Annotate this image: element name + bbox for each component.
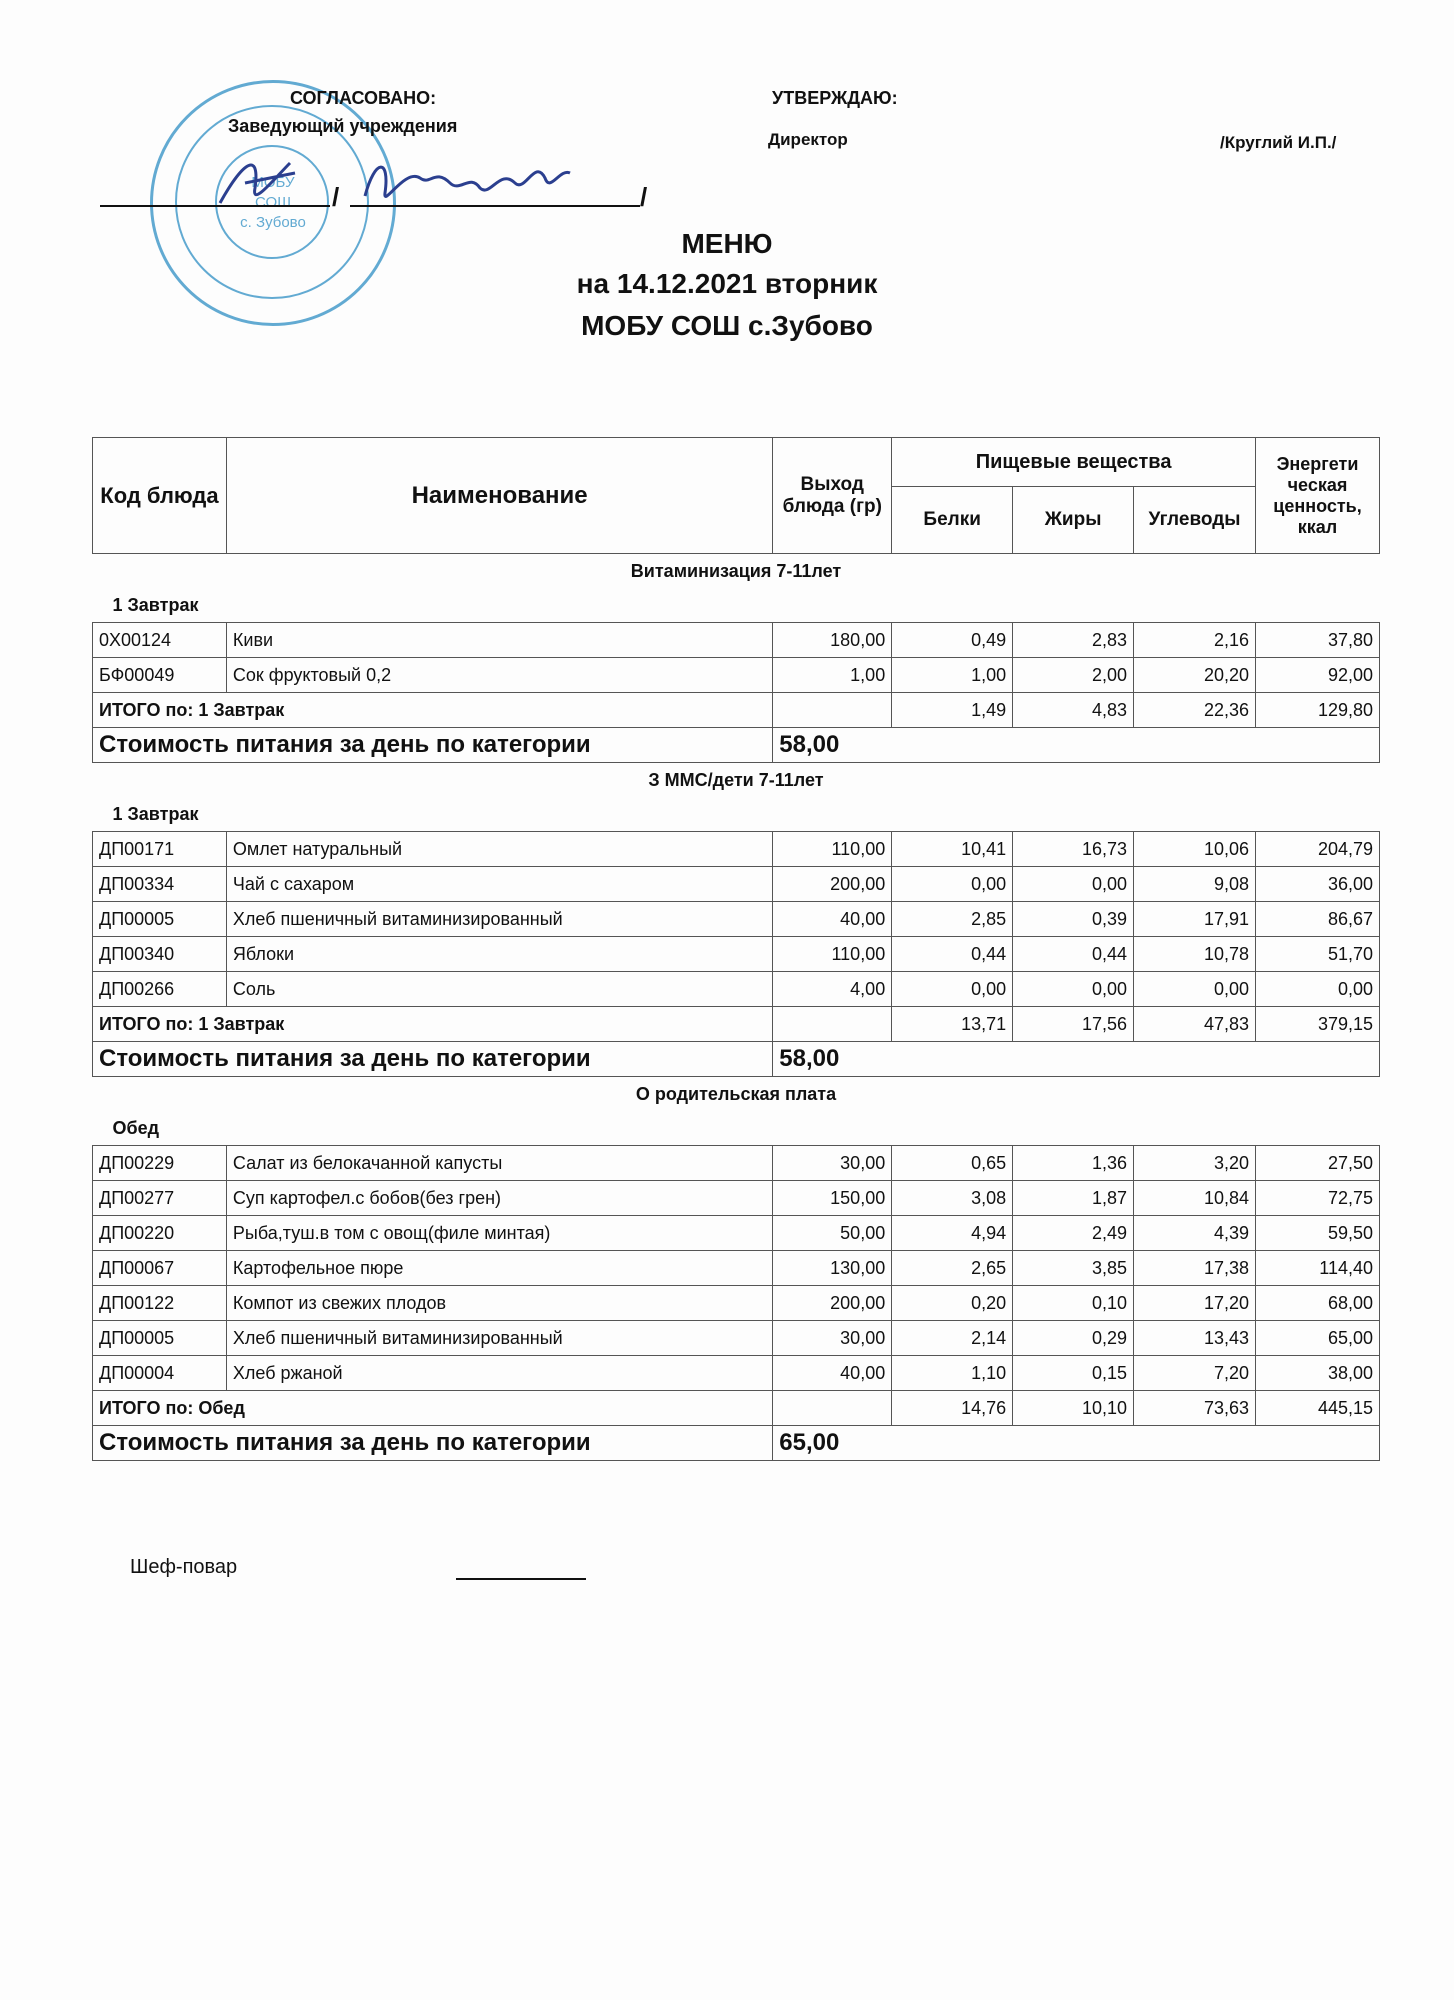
meal-title-row	[93, 1111, 1380, 1146]
header-carbs: Углеводы	[1134, 487, 1256, 554]
dish-fats: 2,49	[1013, 1216, 1134, 1251]
cost-value: 65,00	[773, 1426, 1380, 1461]
dish-fats: 1,87	[1013, 1181, 1134, 1216]
dish-carbs: 17,20	[1134, 1286, 1256, 1321]
dish-yield: 130,00	[773, 1251, 892, 1286]
table-row	[93, 1146, 1380, 1181]
total-label: ИТОГО по: 1 Завтрак	[93, 1007, 773, 1042]
table-row	[93, 658, 1380, 693]
dish-proteins: 0,20	[892, 1286, 1013, 1321]
dish-name: Компот из свежих плодов	[226, 1286, 772, 1321]
stamp-line: СОШ	[255, 194, 291, 211]
dish-code: ДП00122	[93, 1286, 227, 1321]
dish-name: Салат из белокачанной капусты	[226, 1146, 772, 1181]
table-row	[93, 867, 1380, 902]
meal-title: 1 Завтрак	[112, 803, 199, 824]
dish-fats: 0,29	[1013, 1321, 1134, 1356]
meal-title: 1 Завтрак	[112, 594, 199, 615]
dish-code: 0Х00124	[93, 623, 227, 658]
dish-name: Хлеб ржаной	[226, 1356, 772, 1391]
handwritten-signature	[215, 148, 585, 218]
dish-name: Рыба,туш.в том с овощ(филе минтая)	[226, 1216, 772, 1251]
stamp-line: с. Зубово	[240, 214, 306, 231]
dish-proteins: 0,44	[892, 937, 1013, 972]
dish-proteins: 2,14	[892, 1321, 1013, 1356]
dish-proteins: 10,41	[892, 832, 1013, 867]
total-fats: 4,83	[1013, 693, 1134, 728]
dish-proteins: 2,65	[892, 1251, 1013, 1286]
cost-label: Стоимость питания за день по категории	[93, 728, 773, 763]
dish-name: Сок фруктовый 0,2	[226, 658, 772, 693]
dish-code: ДП00067	[93, 1251, 227, 1286]
total-label: ИТОГО по: Обед	[93, 1391, 773, 1426]
school-name: МОБУ СОШ с.Зубово	[581, 310, 873, 341]
cost-label: Стоимость питания за день по категории	[93, 1426, 773, 1461]
dish-energy: 37,80	[1256, 623, 1380, 658]
dish-carbs: 2,16	[1134, 623, 1256, 658]
dish-proteins: 2,85	[892, 902, 1013, 937]
total-carbs: 73,63	[1134, 1391, 1256, 1426]
total-label: ИТОГО по: 1 Завтрак	[93, 693, 773, 728]
total-energy: 379,15	[1256, 1007, 1380, 1042]
menu-table	[92, 437, 1380, 1461]
dish-name: Чай с сахаром	[226, 867, 772, 902]
dish-fats: 16,73	[1013, 832, 1134, 867]
dish-yield: 30,00	[773, 1321, 892, 1356]
approve-position: Директор	[768, 130, 848, 149]
dish-fats: 0,44	[1013, 937, 1134, 972]
total-fats: 10,10	[1013, 1391, 1134, 1426]
dish-energy: 51,70	[1256, 937, 1380, 972]
dish-fats: 3,85	[1013, 1251, 1134, 1286]
table-body	[93, 554, 1380, 1461]
dish-name: Картофельное пюре	[226, 1251, 772, 1286]
menu-date: на 14.12.2021 вторник	[576, 268, 878, 299]
dish-name: Хлеб пшеничный витаминизированный	[226, 1321, 772, 1356]
dish-code: ДП00005	[93, 902, 227, 937]
dish-carbs: 10,78	[1134, 937, 1256, 972]
dish-yield: 200,00	[773, 1286, 892, 1321]
dish-code: ДП00277	[93, 1181, 227, 1216]
dish-carbs: 20,20	[1134, 658, 1256, 693]
stamp-line: МОБУ	[251, 174, 295, 191]
dish-name: Омлет натуральный	[226, 832, 772, 867]
total-row	[93, 1007, 1380, 1042]
dish-carbs: 17,91	[1134, 902, 1256, 937]
dish-name: Соль	[226, 972, 772, 1007]
dish-carbs: 3,20	[1134, 1146, 1256, 1181]
dish-fats: 0,15	[1013, 1356, 1134, 1391]
dish-yield: 1,00	[773, 658, 892, 693]
dish-carbs: 13,43	[1134, 1321, 1256, 1356]
table-row	[93, 623, 1380, 658]
header-yield: Выход блюда (гр)	[773, 438, 892, 554]
dish-code: ДП00220	[93, 1216, 227, 1251]
cost-row	[93, 1426, 1380, 1461]
meal-title-row	[93, 797, 1380, 832]
dish-fats: 0,00	[1013, 972, 1134, 1007]
table-row	[93, 1286, 1380, 1321]
section-title-row	[93, 554, 1380, 589]
cost-row	[93, 728, 1380, 763]
dish-energy: 59,50	[1256, 1216, 1380, 1251]
section-title-row	[93, 763, 1380, 798]
dish-yield: 200,00	[773, 867, 892, 902]
agreed-label: СОГЛАСОВАНО:	[290, 88, 437, 108]
section-title: Витаминизация 7-11лет	[630, 560, 842, 581]
section-title-row	[93, 1077, 1380, 1112]
dish-name: Суп картофел.с бобов(без грен)	[226, 1181, 772, 1216]
dish-fats: 0,10	[1013, 1286, 1134, 1321]
dish-yield: 50,00	[773, 1216, 892, 1251]
dish-energy: 72,75	[1256, 1181, 1380, 1216]
dish-carbs: 4,39	[1134, 1216, 1256, 1251]
chef-signature-line	[456, 1578, 586, 1580]
signature-separator: /	[332, 182, 340, 212]
dish-energy: 114,40	[1256, 1251, 1380, 1286]
dish-carbs: 10,84	[1134, 1181, 1256, 1216]
dish-code: ДП00229	[93, 1146, 227, 1181]
header-energy: Энергети ческая ценность, ккал	[1256, 438, 1380, 554]
signature-line-end: /	[640, 182, 648, 212]
dish-fats: 0,39	[1013, 902, 1134, 937]
total-energy: 445,15	[1256, 1391, 1380, 1426]
dish-proteins: 3,08	[892, 1181, 1013, 1216]
dish-name: Хлеб пшеничный витаминизированный	[226, 902, 772, 937]
table-row	[93, 1216, 1380, 1251]
dish-code: БФ00049	[93, 658, 227, 693]
total-energy: 129,80	[1256, 693, 1380, 728]
dish-energy: 204,79	[1256, 832, 1380, 867]
cost-value: 58,00	[773, 1042, 1380, 1077]
cost-value: 58,00	[773, 728, 1380, 763]
total-yield-empty	[773, 693, 892, 728]
total-yield-empty	[773, 1391, 892, 1426]
total-row	[93, 693, 1380, 728]
table-row	[93, 902, 1380, 937]
table-row	[93, 1321, 1380, 1356]
cost-label: Стоимость питания за день по категории	[93, 1042, 773, 1077]
dish-carbs: 10,06	[1134, 832, 1256, 867]
dish-energy: 92,00	[1256, 658, 1380, 693]
dish-code: ДП00266	[93, 972, 227, 1007]
section-title: З ММС/дети 7-11лет	[648, 769, 824, 790]
dish-yield: 30,00	[773, 1146, 892, 1181]
cost-row	[93, 1042, 1380, 1077]
dish-carbs: 9,08	[1134, 867, 1256, 902]
meal-title: Обед	[112, 1117, 160, 1138]
dish-yield: 40,00	[773, 1356, 892, 1391]
header-proteins: Белки	[892, 487, 1013, 554]
dish-carbs: 0,00	[1134, 972, 1256, 1007]
dish-proteins: 0,65	[892, 1146, 1013, 1181]
dish-proteins: 0,00	[892, 972, 1013, 1007]
dish-proteins: 0,49	[892, 623, 1013, 658]
total-carbs: 47,83	[1134, 1007, 1256, 1042]
dish-energy: 68,00	[1256, 1286, 1380, 1321]
table-header	[93, 438, 1380, 554]
section-title: О родительская плата	[635, 1083, 837, 1104]
header-code: Код блюда	[93, 438, 227, 554]
table-row	[93, 937, 1380, 972]
dish-proteins: 1,10	[892, 1356, 1013, 1391]
dish-code: ДП00334	[93, 867, 227, 902]
dish-energy: 38,00	[1256, 1356, 1380, 1391]
dish-yield: 110,00	[773, 832, 892, 867]
table-row	[93, 832, 1380, 867]
dish-yield: 40,00	[773, 902, 892, 937]
dish-energy: 27,50	[1256, 1146, 1380, 1181]
total-row	[93, 1391, 1380, 1426]
approve-label: УТВЕРЖДАЮ:	[772, 88, 898, 108]
dish-code: ДП00340	[93, 937, 227, 972]
dish-proteins: 1,00	[892, 658, 1013, 693]
dish-yield: 150,00	[773, 1181, 892, 1216]
page-title: МЕНЮ	[681, 228, 773, 259]
dish-yield: 4,00	[773, 972, 892, 1007]
table-row	[93, 1251, 1380, 1286]
agreed-position: Заведующий учреждения	[228, 116, 458, 136]
dish-energy: 36,00	[1256, 867, 1380, 902]
total-proteins: 14,76	[892, 1391, 1013, 1426]
chef-label: Шеф-повар	[130, 1556, 238, 1578]
total-yield-empty	[773, 1007, 892, 1042]
total-fats: 17,56	[1013, 1007, 1134, 1042]
dish-yield: 180,00	[773, 623, 892, 658]
table-row	[93, 972, 1380, 1007]
dish-name: Киви	[226, 623, 772, 658]
dish-proteins: 0,00	[892, 867, 1013, 902]
dish-energy: 65,00	[1256, 1321, 1380, 1356]
dish-energy: 0,00	[1256, 972, 1380, 1007]
header-name: Наименование	[226, 438, 772, 554]
meal-title-row	[93, 588, 1380, 623]
dish-yield: 110,00	[773, 937, 892, 972]
dish-fats: 0,00	[1013, 867, 1134, 902]
total-proteins: 1,49	[892, 693, 1013, 728]
header-nutrients: Пищевые вещества	[892, 438, 1256, 487]
dish-code: ДП00005	[93, 1321, 227, 1356]
table-row	[93, 1356, 1380, 1391]
total-proteins: 13,71	[892, 1007, 1013, 1042]
dish-proteins: 4,94	[892, 1216, 1013, 1251]
dish-name: Яблоки	[226, 937, 772, 972]
dish-fats: 2,83	[1013, 623, 1134, 658]
dish-code: ДП00004	[93, 1356, 227, 1391]
dish-code: ДП00171	[93, 832, 227, 867]
dish-energy: 86,67	[1256, 902, 1380, 937]
dish-fats: 1,36	[1013, 1146, 1134, 1181]
dish-fats: 2,00	[1013, 658, 1134, 693]
total-carbs: 22,36	[1134, 693, 1256, 728]
header-fats: Жиры	[1013, 487, 1134, 554]
table-row	[93, 1181, 1380, 1216]
approve-name: /Круглий И.П./	[1220, 133, 1337, 152]
dish-carbs: 7,20	[1134, 1356, 1256, 1391]
dish-carbs: 17,38	[1134, 1251, 1256, 1286]
